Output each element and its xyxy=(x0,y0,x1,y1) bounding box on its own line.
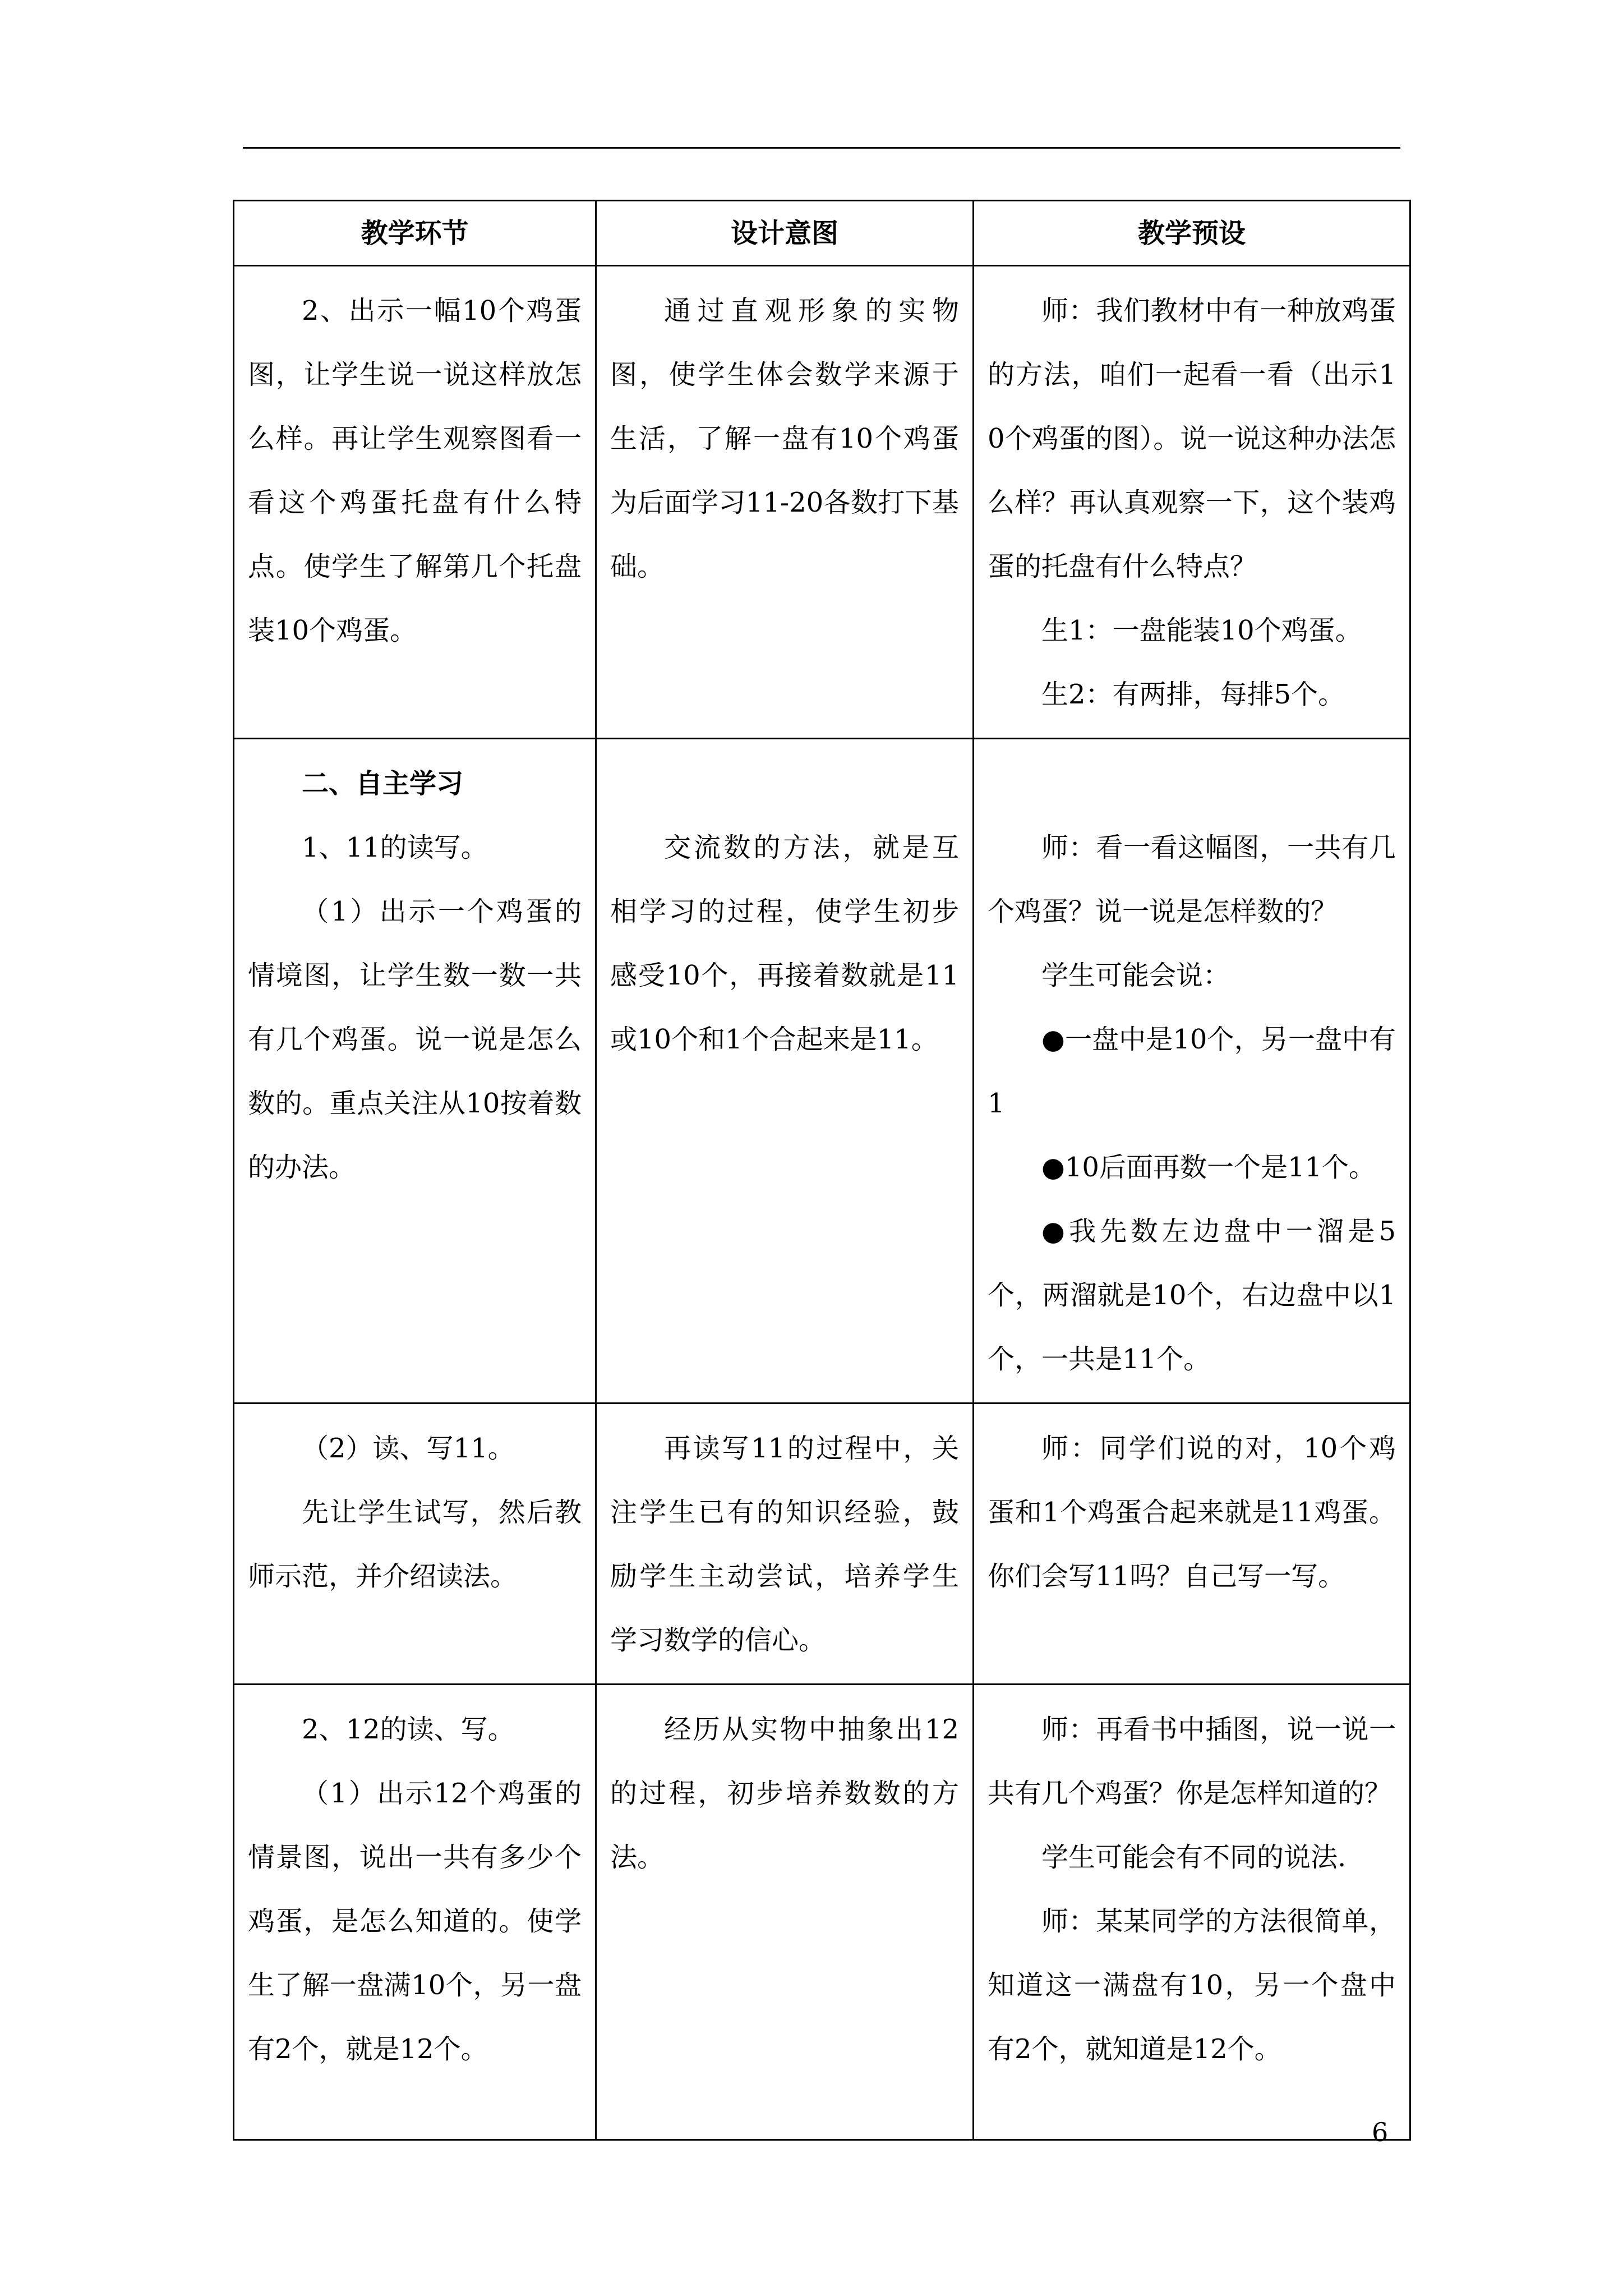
cell-paragraph: ●10后面再数一个是11个。 xyxy=(1041,1152,1376,1183)
table-cell-intent xyxy=(596,1685,974,2140)
cell-paragraph: 1、11的读写。 xyxy=(302,832,488,863)
table-row xyxy=(234,739,1410,1404)
cell-spacer xyxy=(988,752,1396,816)
header-teaching-plan: 教学预设 xyxy=(974,201,1410,266)
header-rule xyxy=(243,147,1400,149)
cell-paragraph: 师：某某同学的方法很简单，知道这一满盘有10，另一个盘中有2个，就知道是12个。 xyxy=(988,1906,1396,2065)
table-cell-plan xyxy=(974,266,1410,739)
cell-paragraph: 师：看一看这幅图，一共有几个鸡蛋？说一说是怎样数的？ xyxy=(988,832,1396,927)
cell-paragraph: 生1：一盘能装10个鸡蛋。 xyxy=(1041,615,1362,646)
table-row xyxy=(234,266,1410,739)
cell-spacer xyxy=(610,752,959,816)
cell-paragraph: 学生可能会说： xyxy=(1041,960,1230,991)
table-cell-stage xyxy=(234,739,596,1404)
cell-paragraph: 经历从实物中抽象出12的过程，初步培养数数的方法。 xyxy=(610,1714,959,1873)
cell-paragraph: （1）出示一个鸡蛋的情境图，让学生数一数一共有几个鸡蛋。说一说是怎么数的。重点关注从10按着数的办法。 xyxy=(248,896,582,1183)
table-cell-stage xyxy=(234,1404,596,1685)
page-number: 6 xyxy=(1372,2117,1389,2147)
table-cell-intent xyxy=(596,739,974,1404)
cell-paragraph: 师：同学们说的对，10个鸡蛋和1个鸡蛋合起来就是11鸡蛋。你们会写11吗？自己写一写。 xyxy=(988,1433,1396,1592)
cell-paragraph: （1）出示12个鸡蛋的情景图，说出一共有多少个鸡蛋，是怎么知道的。使学生了解一盘满10个，另一盘有2个，就是12个。 xyxy=(248,1778,582,2065)
table-row xyxy=(234,1404,1410,1685)
cell-paragraph: 2、出示一幅10个鸡蛋图，让学生说一说这样放怎么样。再让学生观察图看一看这个鸡蛋托盘有什么特点。使学生了解第几个托盘装10个鸡蛋。 xyxy=(248,295,582,646)
table-header-row xyxy=(234,201,1410,266)
table-cell-plan xyxy=(974,739,1410,1404)
cell-paragraph: 交流数的方法，就是互相学习的过程，使学生初步感受10个，再接着数就是11或10个和1个合起来是11。 xyxy=(610,832,959,1055)
table-cell-stage xyxy=(234,266,596,739)
header-teaching-stage: 教学环节 xyxy=(234,201,596,266)
cell-paragraph: 通过直观形象的实物图，使学生体会数学来源于生活，了解一盘有10个鸡蛋为后面学习11-20各数打下基础。 xyxy=(610,295,959,582)
table-cell-plan xyxy=(974,1685,1410,2140)
lesson-plan-table xyxy=(233,200,1411,2141)
table-cell-plan xyxy=(974,1404,1410,1685)
cell-paragraph: 2、12的读、写。 xyxy=(302,1714,515,1745)
table-cell-stage xyxy=(234,1685,596,2140)
header-design-intent: 设计意图 xyxy=(596,201,974,266)
cell-paragraph: 生2：有两排，每排5个。 xyxy=(1041,679,1345,710)
cell-paragraph: 师：再看书中插图，说一说一共有几个鸡蛋？你是怎样知道的？ xyxy=(988,1714,1396,1809)
cell-paragraph: 学生可能会有不同的说法. xyxy=(1041,1842,1347,1873)
cell-paragraph: ●我先数左边盘中一溜是5个，两溜就是10个，右边盘中以1个，一共是11个。 xyxy=(988,1216,1396,1375)
table-cell-intent xyxy=(596,1404,974,1685)
cell-paragraph: 师：我们教材中有一种放鸡蛋的方法，咱们一起看一看（出示10个鸡蛋的图）。说一说这种办法怎么样？再认真观察一下，这个装鸡蛋的托盘有什么特点？ xyxy=(988,295,1396,582)
cell-paragraph: ●一盘中是10个，另一盘中有1 xyxy=(988,1024,1396,1119)
section-heading: 二、自主学习 xyxy=(302,768,464,799)
table-row xyxy=(234,1685,1410,2140)
cell-paragraph: （2）读、写11。 xyxy=(302,1433,515,1464)
cell-paragraph: 先让学生试写，然后教师示范，并介绍读法。 xyxy=(248,1497,582,1592)
cell-paragraph: 再读写11的过程中，关注学生已有的知识经验，鼓励学生主动尝试，培养学生学习数学的信心。 xyxy=(610,1433,959,1656)
table-cell-intent xyxy=(596,266,974,739)
